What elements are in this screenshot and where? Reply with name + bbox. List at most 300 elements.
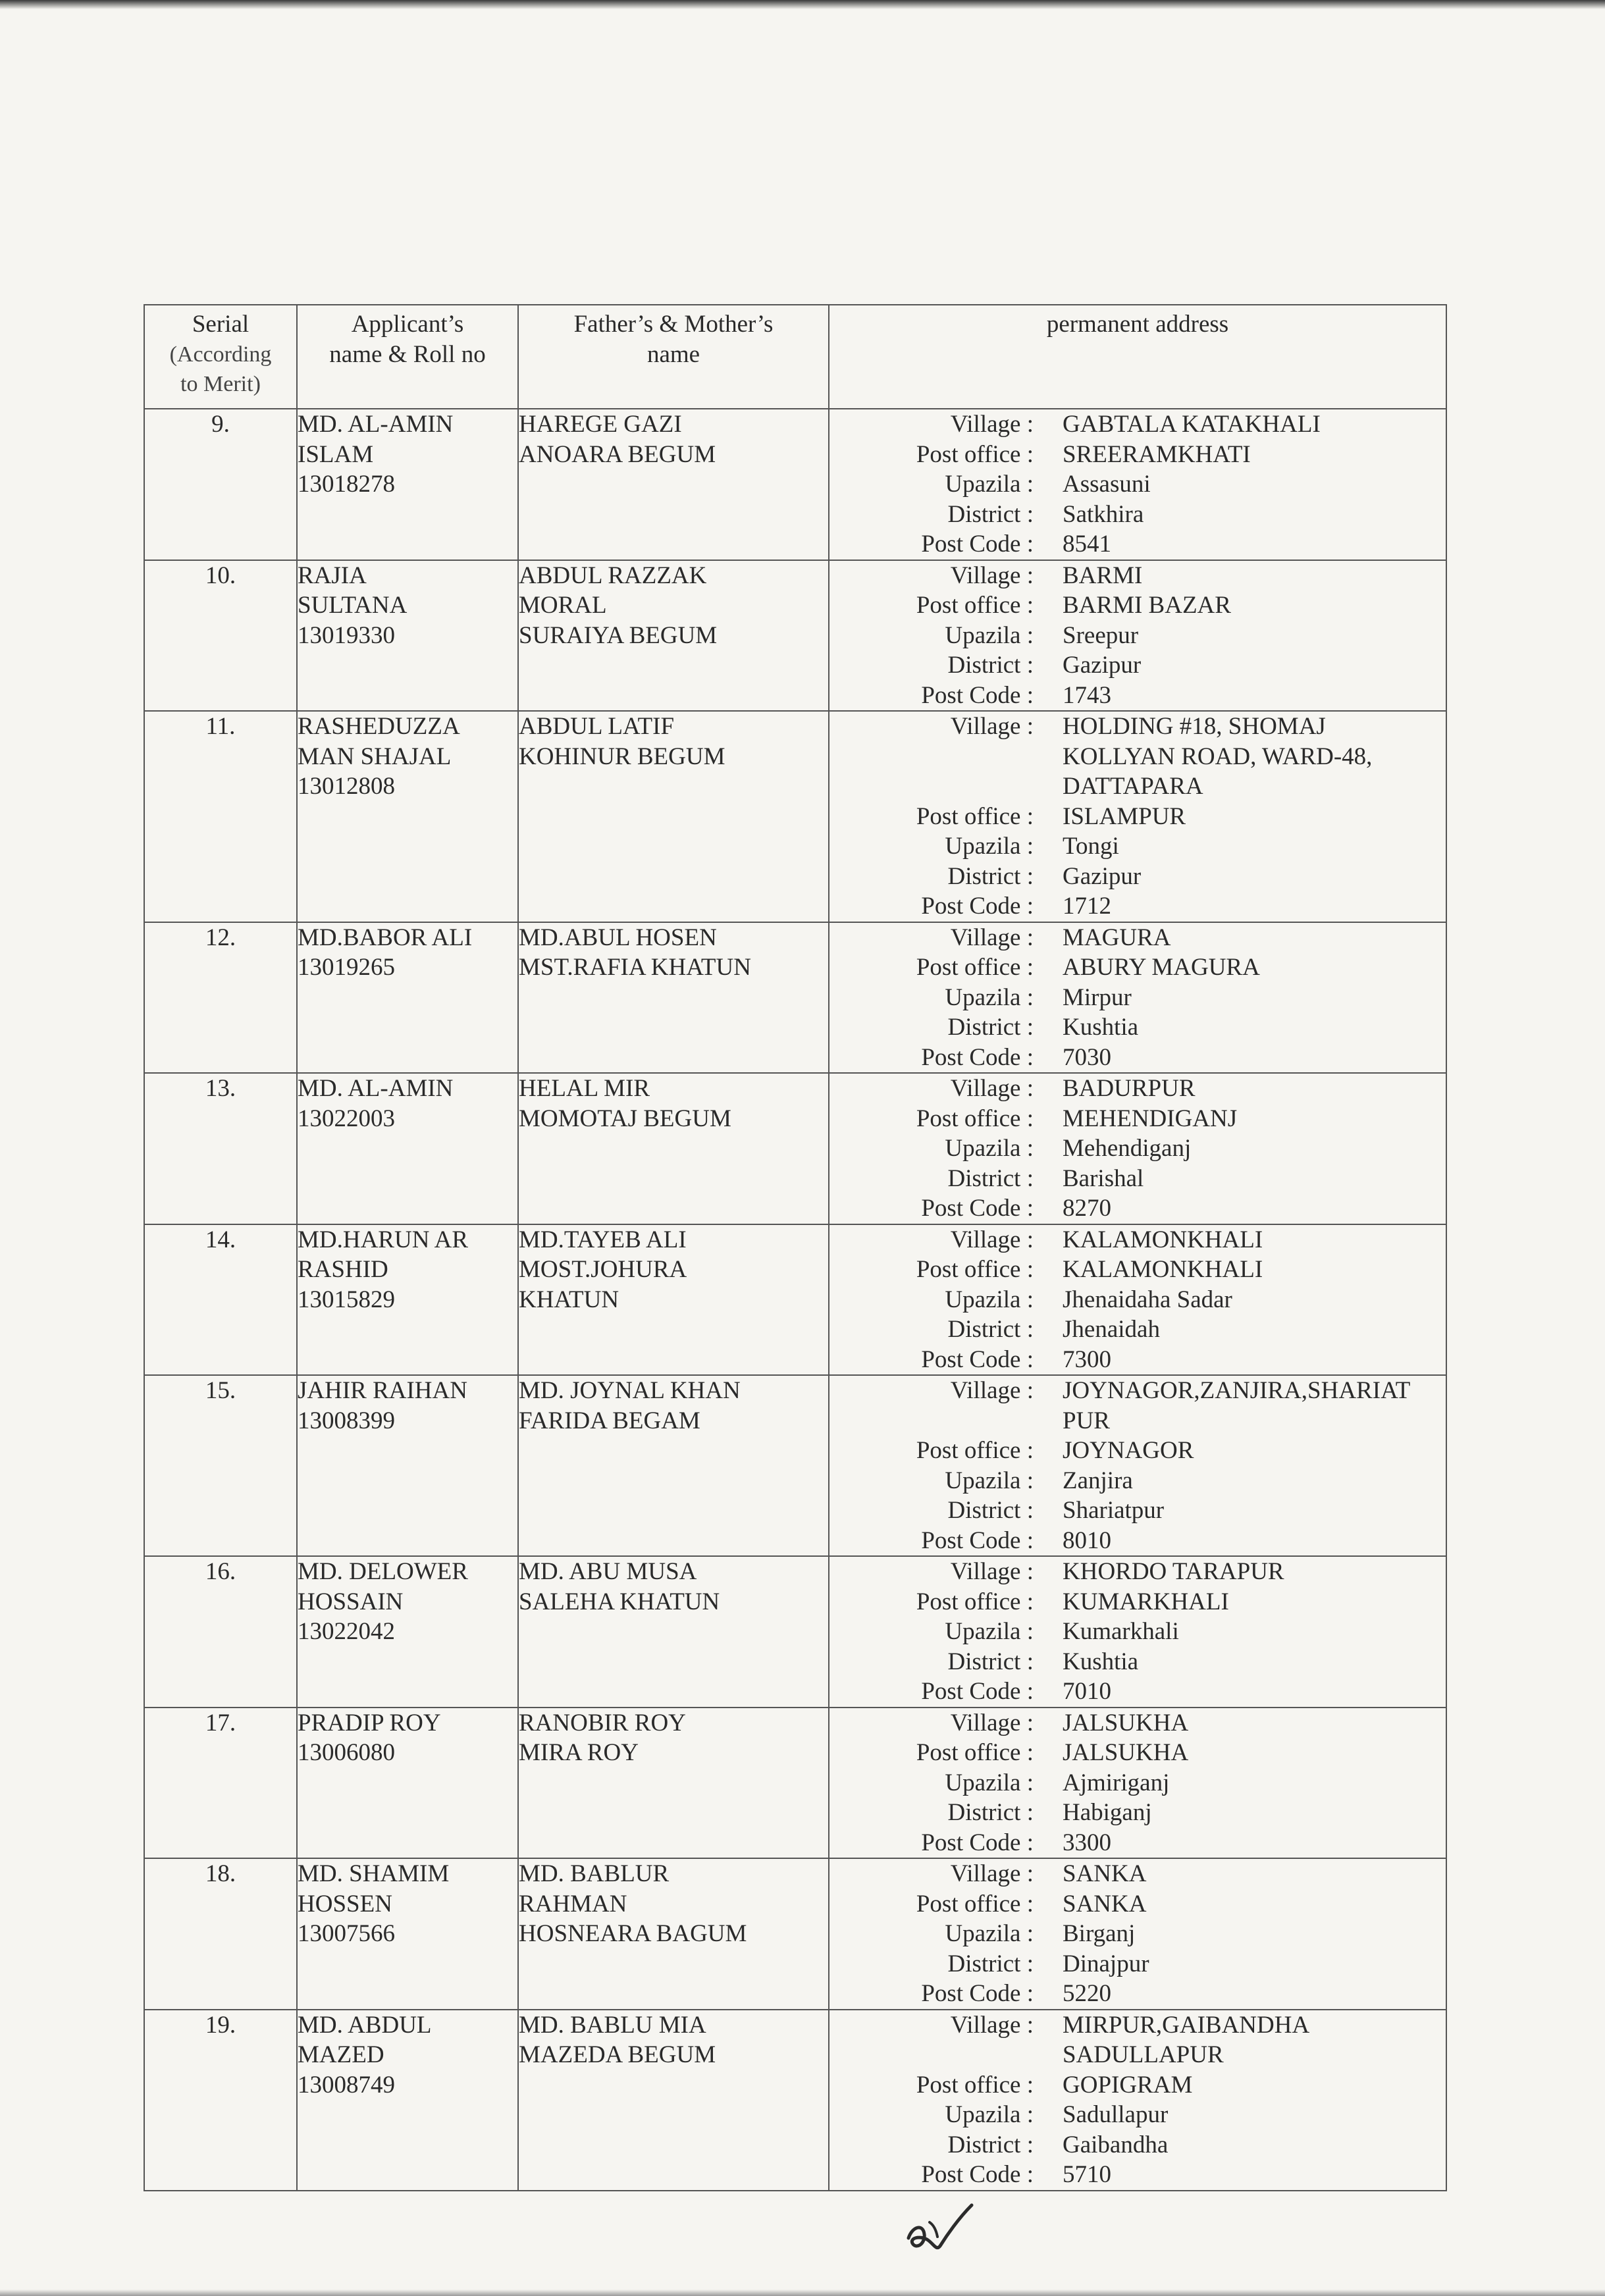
address-label: District : bbox=[947, 1648, 1034, 1675]
serial-cell bbox=[144, 1708, 297, 1859]
address-upazila-row bbox=[829, 1285, 1446, 1315]
address-label: District : bbox=[947, 1316, 1034, 1343]
parents-line: MD. BABLU MIA bbox=[519, 2011, 706, 2039]
address-cell bbox=[829, 922, 1446, 1074]
parents-cell bbox=[518, 1858, 829, 2010]
parents-line: ABDUL RAZZAK bbox=[519, 561, 707, 589]
applicant-line: MD. AL-AMIN bbox=[298, 411, 454, 438]
parents-line: MD.TAYEB ALI bbox=[519, 1226, 687, 1253]
address-value: 1712 bbox=[1063, 893, 1111, 920]
address-village-row bbox=[829, 1708, 1446, 1738]
serial-cell bbox=[144, 1556, 297, 1708]
serial-cell bbox=[144, 2010, 297, 2191]
address-village-row bbox=[829, 2010, 1446, 2070]
village-line: JOYNAGOR,ZANJIRA,SHARIAT bbox=[1063, 1377, 1411, 1404]
address-post-code-row bbox=[829, 1828, 1446, 1858]
address-post-office-row bbox=[829, 2070, 1446, 2100]
header-serial bbox=[144, 305, 297, 409]
address-value: Kushtia bbox=[1063, 1648, 1139, 1675]
address-label: Upazila : bbox=[945, 621, 1034, 649]
village-line: SADULLAPUR bbox=[1063, 2041, 1224, 2068]
applicant-line: MD.HARUN AR bbox=[298, 1226, 469, 1253]
address-value: 8010 bbox=[1063, 1526, 1111, 1554]
applicant-cell bbox=[297, 1556, 518, 1708]
parents-line: RANOBIR ROY bbox=[519, 1709, 686, 1736]
address-value: ABURY MAGURA bbox=[1063, 954, 1260, 981]
serial-cell bbox=[144, 922, 297, 1074]
serial-cell bbox=[144, 409, 297, 560]
merit-list-table bbox=[144, 304, 1447, 2191]
address-value bbox=[1034, 2010, 1444, 2070]
address-district-row bbox=[829, 500, 1446, 530]
address-label: Post office : bbox=[916, 1105, 1034, 1132]
address-value: Barishal bbox=[1063, 1164, 1144, 1192]
parents-line: MST.RAFIA KHATUN bbox=[519, 954, 751, 981]
address-upazila-row bbox=[829, 469, 1446, 500]
address-label: Post Code : bbox=[921, 893, 1034, 920]
address-label: Post office : bbox=[916, 1588, 1034, 1615]
address-upazila-row bbox=[829, 1919, 1446, 1949]
header-serial-line: Serial bbox=[192, 311, 250, 338]
address-district-row bbox=[829, 650, 1446, 681]
applicant-line: MD. ABDUL bbox=[298, 2011, 432, 2039]
header-applicant-line: name & Roll no bbox=[329, 340, 486, 368]
parents-cell bbox=[518, 1073, 829, 1224]
parents-cell bbox=[518, 409, 829, 560]
serial-number: 19. bbox=[205, 2011, 236, 2039]
village-line: MIRPUR,GAIBANDHA bbox=[1063, 2011, 1310, 2039]
address-label: Post office : bbox=[916, 2071, 1034, 2099]
address-upazila-row bbox=[829, 1134, 1446, 1164]
applicant-line: PRADIP ROY bbox=[298, 1709, 441, 1736]
parents-line: ANOARA BEGUM bbox=[519, 440, 716, 468]
parents-cell bbox=[518, 1224, 829, 1376]
parents-line: MD. JOYNAL KHAN bbox=[519, 1377, 741, 1404]
address-post-office-row bbox=[829, 1738, 1446, 1768]
address-value: Ajmiriganj bbox=[1063, 1769, 1170, 1796]
address-value: MEHENDIGANJ bbox=[1063, 1105, 1238, 1132]
applicant-line: MD. SHAMIM bbox=[298, 1860, 450, 1887]
applicant-line: ISLAM bbox=[298, 440, 374, 468]
address-district-row bbox=[829, 1012, 1446, 1043]
address-label: District : bbox=[947, 2131, 1034, 2158]
address-value bbox=[1034, 1074, 1444, 1104]
address-upazila-row bbox=[829, 621, 1446, 651]
serial-number: 9. bbox=[211, 411, 230, 438]
serial-number: 10. bbox=[205, 561, 236, 589]
address-cell bbox=[829, 1708, 1446, 1859]
address-value: Shariatpur bbox=[1063, 1497, 1165, 1524]
table-body bbox=[144, 409, 1446, 2191]
address-post-office-row bbox=[829, 1889, 1446, 1919]
address-label: Post Code : bbox=[921, 1980, 1034, 2007]
applicant-line: 13007566 bbox=[298, 1920, 395, 1947]
serial-number: 13. bbox=[205, 1075, 236, 1102]
address-value: 5710 bbox=[1063, 2161, 1111, 2188]
applicant-line: SULTANA bbox=[298, 592, 408, 619]
serial-cell bbox=[144, 711, 297, 922]
address-value: GOPIGRAM bbox=[1063, 2071, 1193, 2099]
address-label: Upazila : bbox=[945, 1286, 1034, 1313]
address-value: JALSUKHA bbox=[1063, 1739, 1189, 1766]
signature-icon bbox=[903, 2200, 976, 2257]
address-post-code-row bbox=[829, 1043, 1446, 1073]
parents-line: MIRA ROY bbox=[519, 1739, 639, 1766]
address-post-code-row bbox=[829, 2160, 1446, 2190]
applicant-cell bbox=[297, 1224, 518, 1376]
serial-number: 15. bbox=[205, 1377, 236, 1404]
serial-number: 18. bbox=[205, 1860, 236, 1887]
address-value: BARMI BAZAR bbox=[1063, 592, 1231, 619]
address-label: Post Code : bbox=[921, 1043, 1034, 1071]
address-value: KALAMONKHALI bbox=[1063, 1256, 1263, 1283]
parents-line: HOSNEARA BAGUM bbox=[519, 1920, 747, 1947]
table-row bbox=[144, 2010, 1446, 2191]
address-value bbox=[1034, 1376, 1444, 1436]
address-label: Village : bbox=[950, 411, 1034, 438]
applicant-line: MAN SHAJAL bbox=[298, 743, 452, 770]
address-label: Upazila : bbox=[945, 983, 1034, 1011]
applicant-cell bbox=[297, 1708, 518, 1859]
parents-cell bbox=[518, 711, 829, 922]
address-label: District : bbox=[947, 1497, 1034, 1524]
scanned-page-bottom-shadow bbox=[0, 2289, 1605, 2296]
address-value: 8541 bbox=[1063, 531, 1111, 558]
address-value bbox=[1034, 1225, 1444, 1255]
address-post-code-row bbox=[829, 891, 1446, 922]
address-label: Upazila : bbox=[945, 2101, 1034, 2128]
address-cell bbox=[829, 711, 1446, 922]
address-label: Post Code : bbox=[921, 1678, 1034, 1705]
address-cell bbox=[829, 409, 1446, 560]
address-value bbox=[1034, 1557, 1444, 1587]
address-value: Gazipur bbox=[1063, 652, 1142, 679]
address-value: Dinajpur bbox=[1063, 1950, 1149, 1977]
parents-cell bbox=[518, 1375, 829, 1556]
parents-line: MD.ABUL HOSEN bbox=[519, 924, 717, 951]
address-label: Post Code : bbox=[921, 1829, 1034, 1856]
village-line: BARMI bbox=[1063, 561, 1143, 589]
address-value: 8270 bbox=[1063, 1195, 1111, 1222]
address-post-code-row bbox=[829, 1345, 1446, 1375]
address-post-office-row bbox=[829, 1436, 1446, 1466]
address-label: Village : bbox=[950, 561, 1034, 589]
address-label: Post office : bbox=[916, 440, 1034, 468]
address-cell bbox=[829, 1224, 1446, 1376]
table-row bbox=[144, 1073, 1446, 1224]
address-value: Jhenaidaha Sadar bbox=[1063, 1286, 1232, 1313]
address-post-office-row bbox=[829, 440, 1446, 470]
address-label: Upazila : bbox=[945, 833, 1034, 860]
parents-line: HELAL MIR bbox=[519, 1075, 650, 1102]
address-district-row bbox=[829, 2130, 1446, 2160]
address-label: Post Code : bbox=[921, 681, 1034, 709]
address-label: Post office : bbox=[916, 954, 1034, 981]
address-value: SANKA bbox=[1063, 1890, 1147, 1918]
address-value: 7010 bbox=[1063, 1678, 1111, 1705]
address-value bbox=[1034, 923, 1444, 953]
village-line: KOLLYAN ROAD, WARD-48, bbox=[1063, 743, 1373, 770]
address-cell bbox=[829, 1556, 1446, 1708]
table-row bbox=[144, 1375, 1446, 1556]
address-label: Village : bbox=[950, 1377, 1034, 1404]
village-line: SANKA bbox=[1063, 1860, 1147, 1887]
parents-cell bbox=[518, 922, 829, 1074]
applicant-line: 13006080 bbox=[298, 1739, 395, 1766]
address-village-row bbox=[829, 1859, 1446, 1889]
applicant-cell bbox=[297, 1858, 518, 2010]
applicant-line: 13008749 bbox=[298, 2071, 395, 2099]
address-label: District : bbox=[947, 862, 1034, 890]
address-post-code-row bbox=[829, 681, 1446, 711]
address-label: District : bbox=[947, 652, 1034, 679]
serial-cell bbox=[144, 1858, 297, 2010]
address-label: Upazila : bbox=[945, 1135, 1034, 1162]
address-post-office-row bbox=[829, 1255, 1446, 1285]
address-value: Mehendiganj bbox=[1063, 1135, 1192, 1162]
applicant-line: RASHID bbox=[298, 1256, 388, 1283]
header-serial-line: (According bbox=[169, 342, 272, 367]
address-value: Assasuni bbox=[1063, 471, 1151, 498]
applicant-cell bbox=[297, 1073, 518, 1224]
applicant-line: 13022003 bbox=[298, 1105, 395, 1132]
address-label: Post Code : bbox=[921, 2161, 1034, 2188]
address-label: Post Code : bbox=[921, 1526, 1034, 1554]
table-row bbox=[144, 1224, 1446, 1376]
address-value: SREERAMKHATI bbox=[1063, 440, 1251, 468]
address-post-code-row bbox=[829, 1979, 1446, 2009]
applicant-cell bbox=[297, 922, 518, 1074]
parents-cell bbox=[518, 1708, 829, 1859]
address-village-row bbox=[829, 1376, 1446, 1436]
address-value: Tongi bbox=[1063, 833, 1119, 860]
serial-cell bbox=[144, 1375, 297, 1556]
parents-cell bbox=[518, 560, 829, 712]
address-district-row bbox=[829, 1496, 1446, 1526]
village-line: KALAMONKHALI bbox=[1063, 1226, 1263, 1253]
address-label: Post Code : bbox=[921, 1345, 1034, 1373]
address-value: 5220 bbox=[1063, 1980, 1111, 2007]
applicant-line: RASHEDUZZA bbox=[298, 713, 460, 740]
address-label: Upazila : bbox=[945, 1467, 1034, 1494]
parents-line: MOMOTAJ BEGUM bbox=[519, 1105, 731, 1132]
applicant-line: 13015829 bbox=[298, 1286, 395, 1313]
address-district-row bbox=[829, 1949, 1446, 1979]
address-value: Sreepur bbox=[1063, 621, 1139, 649]
village-line: PUR bbox=[1063, 1407, 1110, 1434]
serial-number: 12. bbox=[205, 924, 236, 951]
serial-number: 14. bbox=[205, 1226, 236, 1253]
address-value bbox=[1034, 1708, 1444, 1738]
parents-line: MAZEDA BEGUM bbox=[519, 2041, 716, 2068]
parents-line: FARIDA BEGAM bbox=[519, 1407, 700, 1434]
address-district-row bbox=[829, 1164, 1446, 1194]
applicant-line: MD. DELOWER bbox=[298, 1558, 468, 1585]
address-village-row bbox=[829, 561, 1446, 591]
address-label: Post Code : bbox=[921, 1195, 1034, 1222]
address-label: Village : bbox=[950, 713, 1034, 740]
applicant-line: 13019265 bbox=[298, 954, 395, 981]
table-row bbox=[144, 560, 1446, 712]
address-village-row bbox=[829, 1225, 1446, 1255]
table-row bbox=[144, 922, 1446, 1074]
applicant-line: HOSSAIN bbox=[298, 1588, 404, 1615]
applicant-line: MD. AL-AMIN bbox=[298, 1075, 454, 1102]
address-label: Village : bbox=[950, 924, 1034, 951]
address-label: Post Code : bbox=[921, 531, 1034, 558]
address-label: Post office : bbox=[916, 1437, 1034, 1464]
parents-line: SALEHA KHATUN bbox=[519, 1588, 720, 1615]
address-upazila-row bbox=[829, 1466, 1446, 1496]
address-post-office-row bbox=[829, 952, 1446, 983]
applicant-line: MAZED bbox=[298, 2041, 384, 2068]
table-row bbox=[144, 409, 1446, 560]
address-value: Satkhira bbox=[1063, 500, 1144, 528]
serial-cell bbox=[144, 1224, 297, 1376]
table-row bbox=[144, 711, 1446, 922]
address-post-code-row bbox=[829, 1677, 1446, 1707]
header-serial-line: to Merit) bbox=[180, 372, 261, 396]
address-value bbox=[1034, 1859, 1444, 1889]
address-value: Jhenaidah bbox=[1063, 1316, 1160, 1343]
address-value: Habiganj bbox=[1063, 1799, 1152, 1826]
table-row bbox=[144, 1708, 1446, 1859]
serial-cell bbox=[144, 560, 297, 712]
address-value bbox=[1034, 409, 1444, 440]
applicant-line: RAJIA bbox=[298, 561, 367, 589]
header-parents-line: name bbox=[646, 340, 700, 368]
address-value: 3300 bbox=[1063, 1829, 1111, 1856]
address-label: Upazila : bbox=[945, 1769, 1034, 1796]
address-label: District : bbox=[947, 1014, 1034, 1041]
address-value: 7030 bbox=[1063, 1043, 1111, 1071]
address-value: JOYNAGOR bbox=[1063, 1437, 1194, 1464]
parents-line: MORAL bbox=[519, 592, 607, 619]
applicant-line: 13022042 bbox=[298, 1618, 395, 1645]
parents-line: ABDUL LATIF bbox=[519, 713, 675, 740]
parents-line: MOST.JOHURA bbox=[519, 1256, 687, 1283]
address-upazila-row bbox=[829, 1617, 1446, 1647]
parents-line: SURAIYA BEGUM bbox=[519, 621, 718, 649]
address-label: Village : bbox=[950, 1558, 1034, 1585]
applicant-line: HOSSEN bbox=[298, 1890, 392, 1918]
address-value: Mirpur bbox=[1063, 983, 1132, 1011]
applicant-line: 13012808 bbox=[298, 773, 395, 800]
header-address bbox=[829, 305, 1446, 409]
table-header-row bbox=[144, 305, 1446, 409]
table-row bbox=[144, 1556, 1446, 1708]
header-parents bbox=[518, 305, 829, 409]
applicant-cell bbox=[297, 560, 518, 712]
address-value: Kumarkhali bbox=[1063, 1618, 1179, 1645]
serial-number: 17. bbox=[205, 1709, 236, 1736]
address-label: District : bbox=[947, 1799, 1034, 1826]
address-village-row bbox=[829, 712, 1446, 802]
address-district-row bbox=[829, 1315, 1446, 1345]
address-village-row bbox=[829, 923, 1446, 953]
applicant-line: JAHIR RAIHAN bbox=[298, 1377, 467, 1404]
address-label: Post office : bbox=[916, 592, 1034, 619]
address-label: Upazila : bbox=[945, 1920, 1034, 1947]
address-post-code-row bbox=[829, 529, 1446, 560]
address-label: Village : bbox=[950, 1860, 1034, 1887]
parents-line: MD. ABU MUSA bbox=[519, 1558, 697, 1585]
address-label: Post office : bbox=[916, 1890, 1034, 1918]
serial-number: 16. bbox=[205, 1558, 236, 1585]
address-label: District : bbox=[947, 1164, 1034, 1192]
applicant-line: MD.BABOR ALI bbox=[298, 924, 473, 951]
address-value: Gazipur bbox=[1063, 862, 1142, 890]
header-applicant-line: Applicant’s bbox=[351, 311, 464, 338]
address-value: KUMARKHALI bbox=[1063, 1588, 1229, 1615]
address-label: Post office : bbox=[916, 802, 1034, 830]
address-value: ISLAMPUR bbox=[1063, 802, 1186, 830]
address-cell bbox=[829, 1375, 1446, 1556]
address-label: District : bbox=[947, 500, 1034, 528]
parents-line: KHATUN bbox=[519, 1286, 619, 1313]
address-post-office-row bbox=[829, 802, 1446, 832]
address-district-row bbox=[829, 862, 1446, 892]
address-upazila-row bbox=[829, 1768, 1446, 1798]
address-post-code-row bbox=[829, 1526, 1446, 1556]
address-label: Village : bbox=[950, 1075, 1034, 1102]
table-row bbox=[144, 1858, 1446, 2010]
address-district-row bbox=[829, 1647, 1446, 1677]
village-line: MAGURA bbox=[1063, 924, 1171, 951]
address-value: Sadullapur bbox=[1063, 2101, 1169, 2128]
address-post-code-row bbox=[829, 1193, 1446, 1224]
parents-cell bbox=[518, 1556, 829, 1708]
address-cell bbox=[829, 560, 1446, 712]
serial-number: 11. bbox=[205, 713, 236, 740]
address-value bbox=[1034, 561, 1444, 591]
address-cell bbox=[829, 1073, 1446, 1224]
applicant-cell bbox=[297, 2010, 518, 2191]
applicant-line: 13019330 bbox=[298, 621, 395, 649]
address-post-office-row bbox=[829, 1587, 1446, 1617]
address-label: Post office : bbox=[916, 1739, 1034, 1766]
address-village-row bbox=[829, 409, 1446, 440]
address-label: Upazila : bbox=[945, 471, 1034, 498]
header-address-line: permanent address bbox=[1046, 311, 1229, 338]
address-value: Kushtia bbox=[1063, 1014, 1139, 1041]
parents-line: MD. BABLUR bbox=[519, 1860, 670, 1887]
applicant-cell bbox=[297, 711, 518, 922]
address-village-row bbox=[829, 1557, 1446, 1587]
address-value: Gaibandha bbox=[1063, 2131, 1169, 2158]
village-line: BADURPUR bbox=[1063, 1075, 1196, 1102]
village-line: HOLDING #18, SHOMAJ bbox=[1063, 713, 1326, 740]
address-label: Village : bbox=[950, 1226, 1034, 1253]
address-district-row bbox=[829, 1798, 1446, 1828]
applicant-cell bbox=[297, 1375, 518, 1556]
address-upazila-row bbox=[829, 2100, 1446, 2130]
address-value: 1743 bbox=[1063, 681, 1111, 709]
parents-line: KOHINUR BEGUM bbox=[519, 743, 725, 770]
address-post-office-row bbox=[829, 590, 1446, 621]
parents-line: HAREGE GAZI bbox=[519, 411, 682, 438]
parents-cell bbox=[518, 2010, 829, 2191]
address-cell bbox=[829, 1858, 1446, 2010]
address-label: Village : bbox=[950, 1709, 1034, 1736]
address-value bbox=[1034, 712, 1444, 802]
header-applicant bbox=[297, 305, 518, 409]
village-line: JALSUKHA bbox=[1063, 1709, 1189, 1736]
applicant-line: 13008399 bbox=[298, 1407, 395, 1434]
applicant-cell bbox=[297, 409, 518, 560]
address-value: 7300 bbox=[1063, 1345, 1111, 1373]
scanned-page-top-shadow bbox=[0, 0, 1605, 9]
